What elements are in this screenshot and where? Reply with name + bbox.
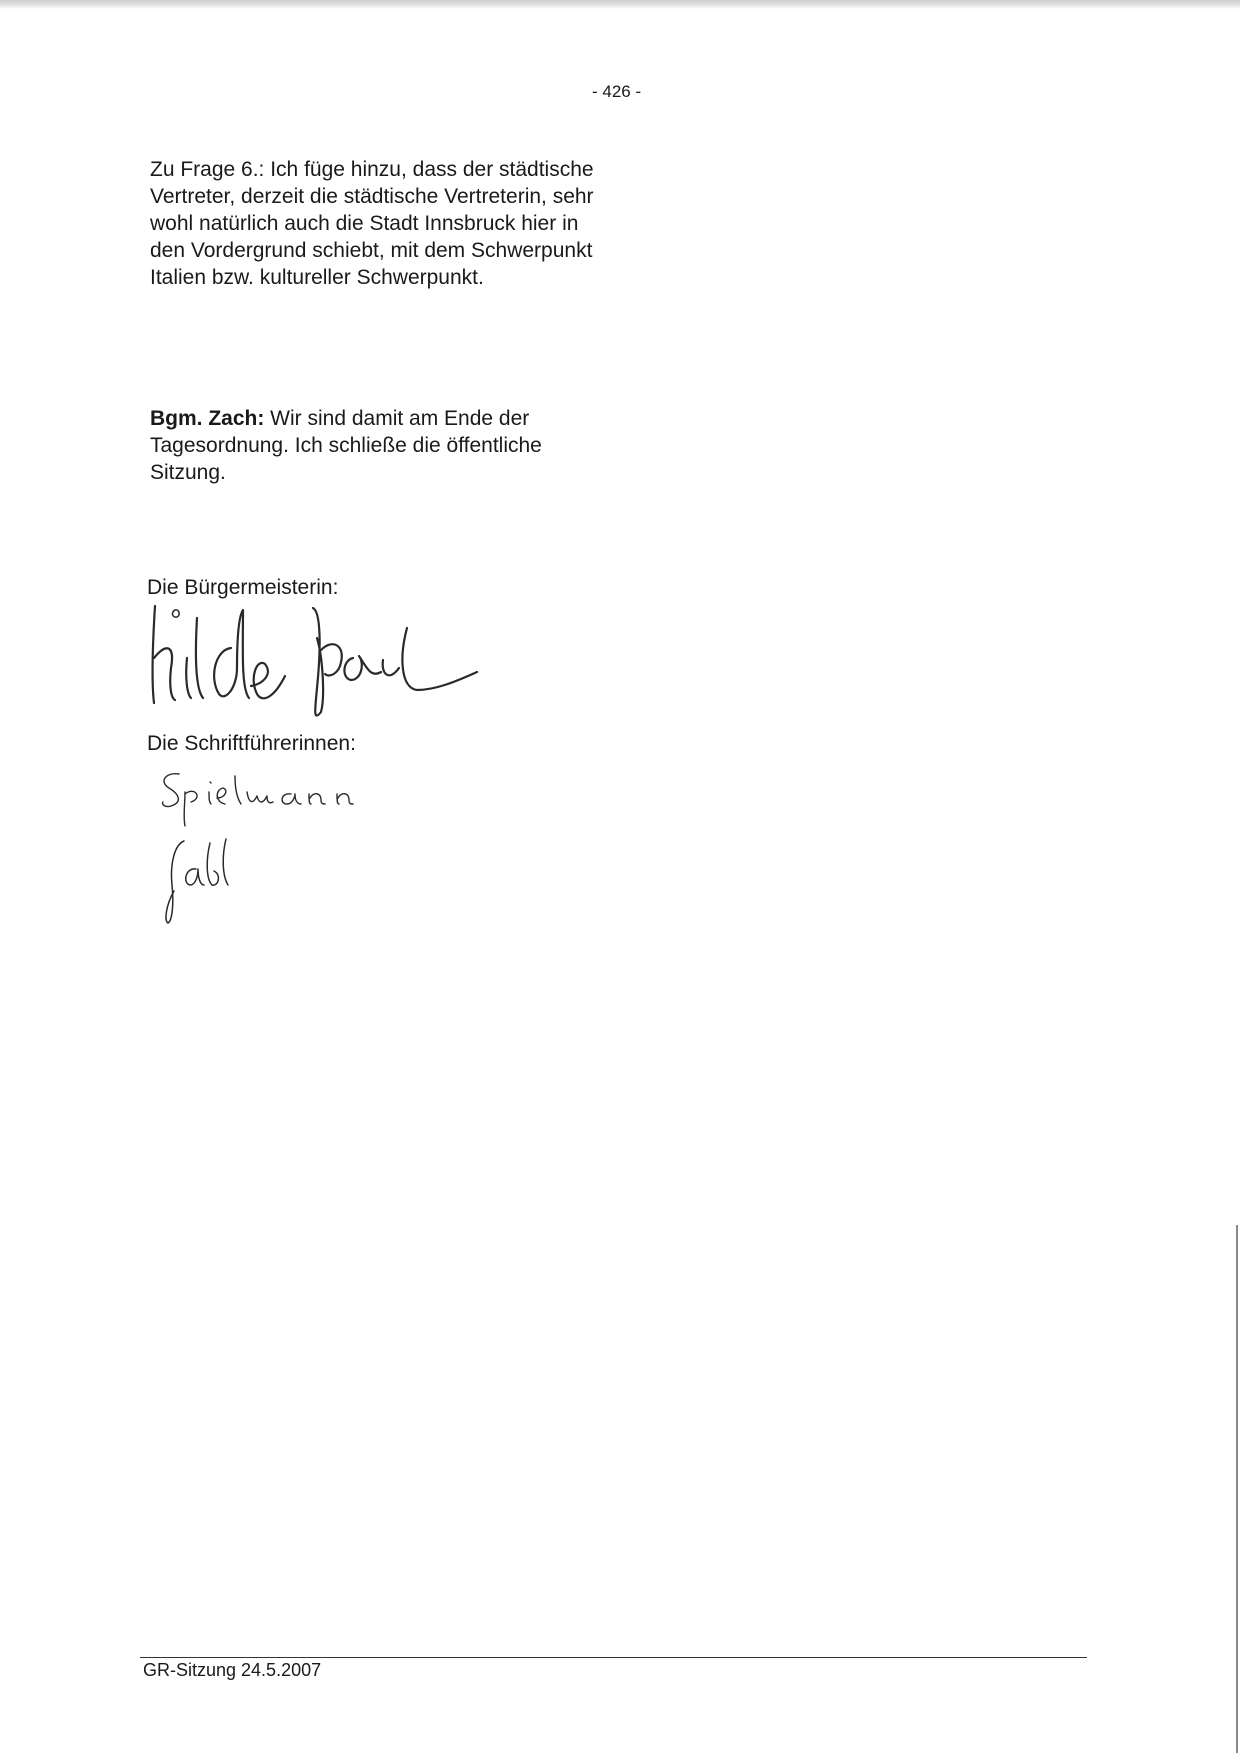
- mayor-label: Die Bürgermeisterin:: [147, 576, 339, 599]
- paragraph-question-6: Zu Frage 6.: Ich füge hinzu, dass der städtische Vertreter, derzeit die städtische Vertreterin, sehr wohl natürlich auch die Stadt Innsbruck hier in den Vordergrund schiebt, mit dem Schwerpunkt Italien bzw. kultureller Schwerpunkt.: [150, 158, 594, 289]
- page-number: - 426 -: [592, 82, 642, 101]
- clerks-label: Die Schriftführerinnen:: [147, 732, 356, 755]
- mayor-signature: [145, 598, 485, 723]
- clerk-1-signature: [155, 768, 405, 830]
- scan-edge-top: [0, 0, 1240, 9]
- speaker-name: Bgm. Zach:: [150, 407, 265, 430]
- clerk-2-signature: [160, 835, 250, 927]
- footer-session-date: GR-Sitzung 24.5.2007: [143, 1660, 322, 1680]
- paragraph-closing: [150, 405, 600, 486]
- scan-edge-right: [1236, 1225, 1238, 1753]
- footer-divider: [140, 1657, 1087, 1658]
- closing-statement: Wir sind damit am Ende der Tagesordnung. Ich schließe die öffentliche Sitzung.: [150, 407, 542, 484]
